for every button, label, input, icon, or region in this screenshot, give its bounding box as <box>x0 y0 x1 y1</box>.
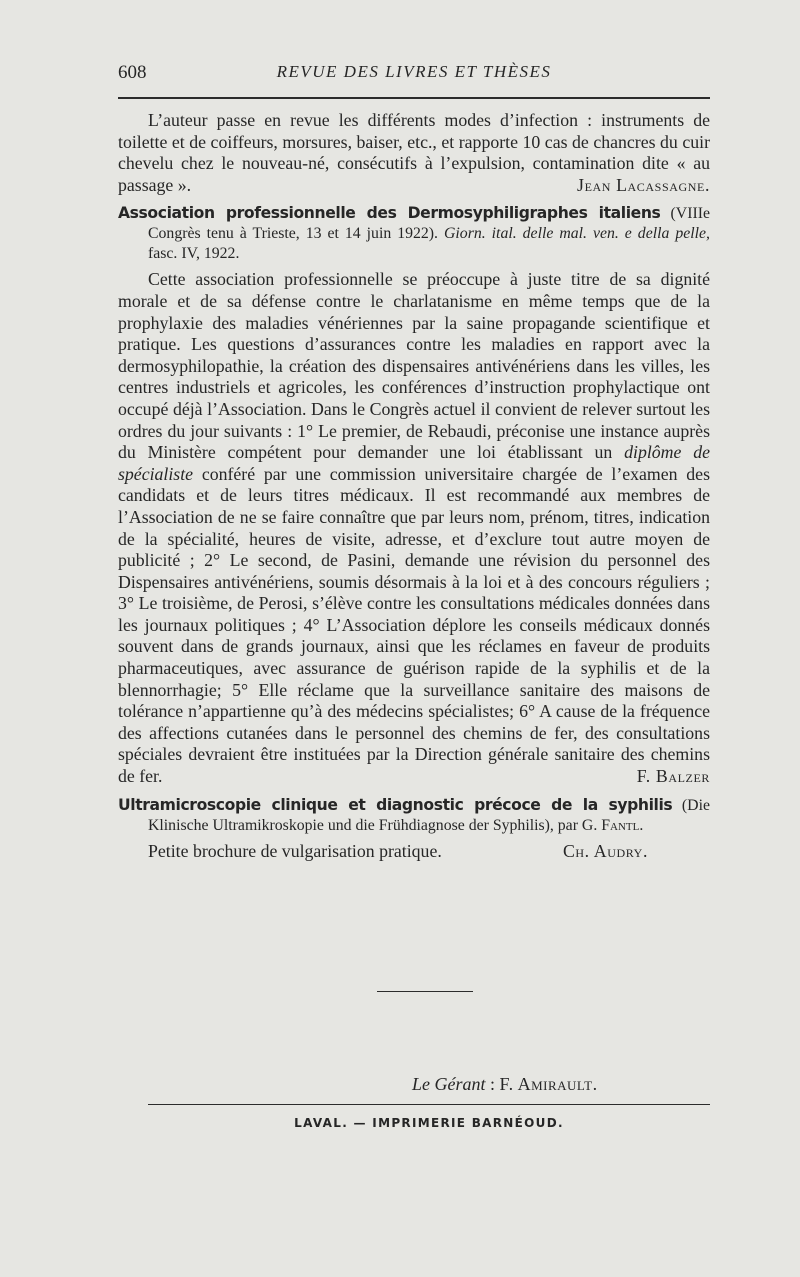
review-reference-end: fasc. IV, 1922. <box>148 245 240 263</box>
review-text: Petite brochure de vulgarisation pratique. <box>148 840 442 861</box>
review-title: Association professionnelle des Dermosyphiligraphes italiens <box>118 204 661 223</box>
review-reference: (Die Klinische Ultramikroskopie und die Frühdiagnose der Syphilis), par <box>148 796 710 834</box>
text-column <box>118 110 710 862</box>
review-body-association <box>118 269 710 787</box>
review-heading-association <box>118 203 710 264</box>
review-body-ultramicroscopie <box>118 841 710 863</box>
section-end-rule <box>377 991 473 992</box>
review-text-continued: conféré par une commission universitaire chargée de l’examen des candidats et de leurs titres médicaux. Il est recommandé aux membres de l’Association de ne se faire connaître que par leurs nom, prénom, titres, indication de la spécialité, heures de visite, adresse, et d’exclure tout autre moyen de publicité ; 2° Le second, de Pasini, demande une révision du personnel des Dispensaires antivénériens, soumis désormais à la loi et à des concours réguliers ; 3° Le troisième, de Perosi, s’élève contre les consultations médicales données dans les journaux politiques ; 4° L’Association déplore les conseils médicaux donnés souvent dans de grands journaux, ainsi que les réclames en faveur de produits pharmaceutiques, avec assurance de guérison rapide de la syphilis et de la blennorrhagie; 5° Elle réclame que la surveillance sanitaire des maisons de tolérance n’appartienne qu’à des médecins spécialistes; 6° A cause de la fréquence des affections cutanées dans le personnel des chemins de fer, des consultations spéciales devraient être instituées par la Direction générale sanitaire des chemins de fer. <box>118 463 710 787</box>
page-number: 608 <box>118 62 147 83</box>
printer-imprint: LAVAL. — IMPRIMERIE BARNÉOUD. <box>294 1116 564 1130</box>
signature-audry: Ch. Audry. <box>562 840 648 861</box>
footer-rule <box>148 1104 710 1105</box>
gerant-name: F. Amirault. <box>499 1074 598 1094</box>
review-text: Cette association professionnelle se préoccupe à juste titre de sa dignité morale et de sa défense contre le charlatanisme en même temps que de la prophylaxie des maladies vénériennes par la saine propagande scientifique et pratique. Les questions d’assurances contre les maladies en rapport avec la dermosyphilopathie, la création des dispensaires antivénériens dans les villes, les centres industriels et agricoles, les conférences d’instruction prophylactique ont occupé déjà l’Association. Dans le Congrès actuel il convient de relever surtout les ordres du jour suivants : 1° Le premier, de Rebaudi, préconise une instance auprès du Ministère compétent pour demander une loi établissant un <box>118 269 710 463</box>
review-title: Ultramicroscopie clinique et diagnostic précoce de la syphilis <box>118 795 673 814</box>
gerant-label: Le Gérant <box>412 1074 486 1094</box>
signature-balzer: F. Balzer <box>636 766 710 787</box>
review-heading-ultramicroscopie <box>118 795 710 836</box>
journal-title: Giorn. ital. delle mal. ven. e della pelle, <box>444 225 711 243</box>
emphasis-text: diplôme de spécialiste <box>118 442 710 484</box>
review-lacassagne <box>118 110 710 196</box>
gerant-line <box>412 1074 598 1095</box>
running-head <box>118 62 710 88</box>
review-reference: (VIIIe Congrès tenu à Trieste, 13 et 14 juin 1922). <box>148 205 710 243</box>
review-author: G. Fantl. <box>581 816 644 834</box>
signature-lacassagne: Jean Lacassagne. <box>577 174 710 195</box>
review-text: L’auteur passe en revue les différents modes d’infection : instruments de toilette et de coiffeurs, morsures, baiser, etc., et rapporte 10 cas de chancres du cuir chevelu chez le nouveau-né, consécutifs à l’expulsion, contamination dite « au passage ». <box>118 110 710 195</box>
gerant-separator: : <box>485 1074 500 1094</box>
running-title: REVUE DES LIVRES ET THÈSES <box>276 62 552 81</box>
header-rule <box>118 97 710 99</box>
